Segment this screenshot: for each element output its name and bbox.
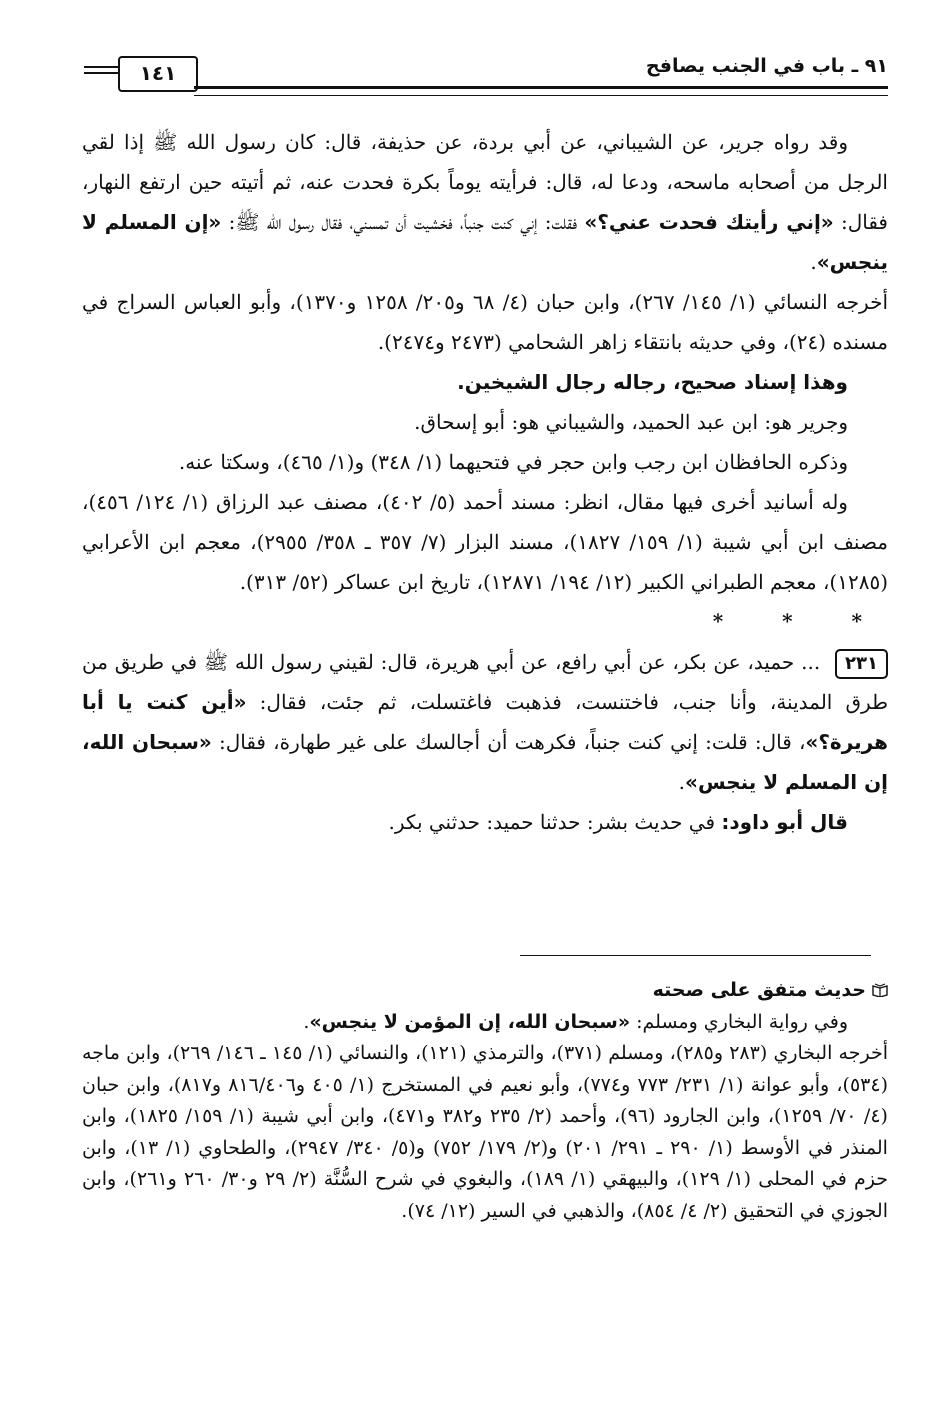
paragraph-grading: وهذا إسناد صحيح، رجاله رجال الشيخين. [457,370,848,394]
quote-bold: «أين كنت يا أبا هريرة؟» [82,690,888,754]
header-rule [194,86,888,96]
book-icon [872,983,888,997]
abu-dawud-note: قال أبو داود: في حديث بشر: حدثنا حميد: حدثني بكر. [388,810,848,834]
quote-bold: «إني رأيتك فحدت عني؟» [584,210,834,234]
paragraph-takhrij: أخرجه النسائي (١/ ١٤٥/ ٢٦٧)، وابن حبان (٤/ ٦٨ و٢٠٥/ ١٢٥٨ و١٣٧٠)، وأبو العباس السراج في مسنده (٢٤)، وفي حديثه بانتقاء زاهر الشحامي (٢٤٧٣ و٢٤٧٤). [82,290,889,354]
footnote-rule [520,955,871,956]
main-text [82,122,888,842]
section-separator: * * * [712,609,888,633]
chapter-title: ٩١ ـ باب في الجنب يصافح [645,55,888,77]
hadith-number-badge: ٢٣١ [835,649,888,679]
paragraph-other-chains: وله أسانيد أخرى فيها مقال، انظر: مسند أحمد (٥/ ٤٠٢)، مصنف عبد الرزاق (١/ ١٢٤/ ٤٥٦)، مصنف ابن أبي شيبة (١/ ١٥٩/ ١٨٢٧)، مسند البزار (٧/ ٣٥٧ ـ ٣٥٨/ ٢٩٥٥)، معجم ابن الأعرابي (١٢٨٥)، معجم الطبراني الكبير (١٢/ ١٩٤/ ١٢٨٧١)، تاريخ ابن عساكر (٥٢/ ٣١٣). [82,490,889,594]
quote-bold: «سبحان الله، إن المسلم لا ينجس» [82,730,888,794]
hadith-231: ٢٣١ ... حميد، عن بكر، عن أبي رافع، عن أبي هريرة، قال: لقيني رسول الله ﷺ في طريق من طرق المدينة، وأنا جنب، فاختنست، فذهبت فاغتسلت، ثم جئت، فقال: «أين كنت يا أبا هريرة؟»، قال: قلت: إني كنت جنباً، فكرهت أن أجالسك على غير طهارة، فقال: «سبحان الله، إن المسلم لا ينجس». [82,650,888,794]
footnote-heading: حديث متفق على صحته [82,975,888,1007]
page-number: ١٤١ [118,56,198,92]
footnote-narration-variant: وفي رواية البخاري ومسلم: «سبحان الله، إن المؤمن لا ينجس». [303,1010,848,1033]
paragraph-hafiz-mention: وذكره الحافظان ابن رجب وابن حجر في فتحيهما (١/ ٣٤٨) و(١/ ٤٦٥)، وسكتا عنه. [178,450,848,474]
footnote [82,975,888,1227]
header-left-rule [84,66,118,74]
paragraph-narrators: وجرير هو: ابن عبد الحميد، والشيباني هو: أبو إسحاق. [414,410,848,434]
quote-bold: «إن المسلم لا ينجس» [82,210,888,274]
quote-bold: «سبحان الله، إن المؤمن لا ينجس» [309,1010,631,1033]
paragraph-hudhayfa-narration: وقد رواه جرير، عن الشيباني، عن أبي بردة، عن حذيفة، قال: كان رسول الله ﷺ إذا لقي الرجل من أصحابه ماسحه، ودعا له، قال: فرأيته يوماً بكرة فحدت عنه، ثم أتيته حين ارتفع النهار، فقال: «إني رأيتك فحدت عني؟» فقلت: إني كنت جنباً، فخشيت أن تمسني، فقال رسول الله ﷺ: «إن المسلم لا ينجس». [82,130,888,274]
footnote-takhrij: أخرجه البخاري (٢٨٣ و٢٨٥)، ومسلم (٣٧١)، والترمذي (١٢١)، والنسائي (١/ ١٤٥ ـ ١٤٦/ ٢٦٩)، وابن ماجه (٥٣٤)، وأبو عوانة (١/ ٢٣١/ ٧٧٣ و٧٧٤)، وأبو نعيم في المستخرج (١/ ٤٠٥ و٨١٦/٤٠٦ و٨١٧)، وابن حبان (٤/ ٧٠/ ١٢٥٩)، وابن الجارود (٩٦)، وأحمد (٢/ ٢٣٥ و٣٨٢ و٤٧١)، وابن أبي شيبة (١/ ١٥٩/ ١٨٢٥)، وابن المنذر في الأوسط (١/ ٢٩٠ ـ ٢٩١/ ٢٠١) و(٢/ ١٧٩/ ٧٥٢) و(٥/ ٣٤٠/ ٢٩٤٧)، والطحاوي (١/ ١٣)، وابن حزم في المحلى (١/ ١٢٩)، والبيهقي (١/ ١٨٩)، والبغوي في شرح السُّنَّة (٢/ ٢٩ و٣٠/ ٢٦٠ و٢٦١)، وابن الجوزي في التحقيق (٢/ ٤/ ٨٥٤)، والذهبي في السير (١٢/ ٧٤). [82,1042,888,1222]
